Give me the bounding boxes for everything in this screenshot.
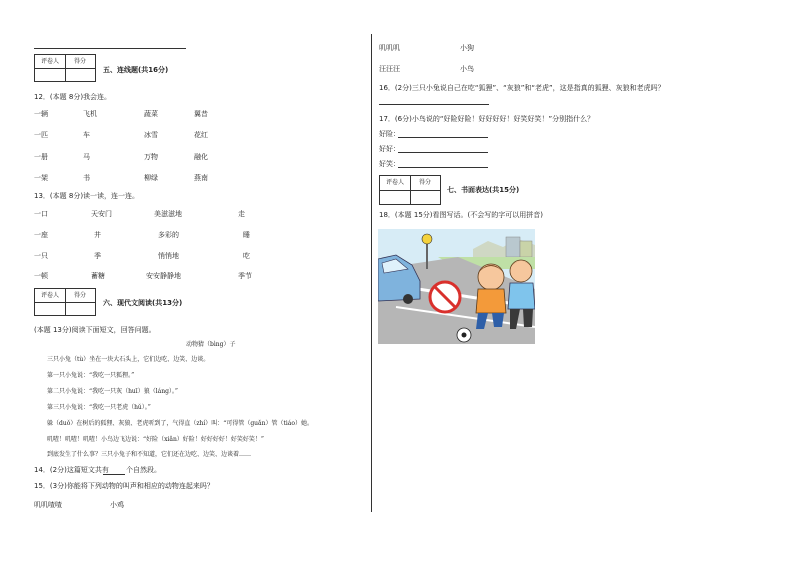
q18-prompt: 18．(本题 15分)看图写话。(不会写的字可以用拼音) <box>379 211 543 219</box>
q13-cell: 蓄糖 <box>91 272 105 280</box>
q17-item-label: 好好： <box>379 145 400 153</box>
q12-cell: 一册 <box>34 153 48 161</box>
q13-cell: 美滋滋地 <box>154 210 182 218</box>
q12-cell: 翼昔 <box>194 110 208 118</box>
column-divider <box>371 34 372 512</box>
grader-label: 评卷人 <box>385 179 404 186</box>
passage-line: 第三只小兔说：“我吃一只老虎（hǔ）。” <box>47 404 151 411</box>
q14-suffix: 个自然段。 <box>126 466 161 474</box>
q12-cell: 万物 <box>144 153 158 161</box>
q13-cell: 一只 <box>34 252 48 260</box>
score-box-section-5 <box>34 54 96 82</box>
q15-animal: 小狗 <box>460 44 474 52</box>
q12-cell: 书 <box>83 174 90 182</box>
section-5-title: 五、连线题(共16分) <box>103 66 169 74</box>
q15-animal: 小鸟 <box>460 65 474 73</box>
q17-answer-line[interactable] <box>398 137 488 138</box>
q12-cell: 燕南 <box>194 174 208 182</box>
writing-prompt-illustration <box>378 229 535 344</box>
q15-sound: 叽叽喳喳 <box>34 501 62 509</box>
q12-cell: 一架 <box>34 174 48 182</box>
q16-prompt: 16．(2分)三只小兔说自己在吃“狐狸”、“灰狼”和“老虎”，这是指真的狐狸、灰狼和老虎吗？ <box>379 84 665 92</box>
grader-label: 评卷人 <box>40 58 59 65</box>
score-label: 得分 <box>418 179 431 186</box>
q13-cell: 走 <box>238 210 245 218</box>
q13-cell: 天安门 <box>91 210 112 218</box>
q13-cell: 季节 <box>238 272 252 280</box>
grader-label: 评卷人 <box>40 292 59 299</box>
section-6-title: 六、现代文阅读(共13分) <box>103 299 183 307</box>
q13-cell: 一口 <box>34 210 48 218</box>
passage-title: 动物猜（bìng）子 <box>186 341 236 348</box>
reading-prompt: (本题 13分)阅读下面短文，回答问题。 <box>34 326 156 334</box>
passage-line: 第二只小兔说：“我吃一只灰（huī）狼（láng）。” <box>47 388 178 395</box>
top-rule <box>34 48 186 49</box>
q17-answer-line[interactable] <box>398 167 488 168</box>
q17-item-label: 好笑： <box>379 160 400 168</box>
score-label: 得分 <box>73 58 86 65</box>
q13-cell: 睡 <box>243 231 250 239</box>
q12-cell: 柳绿 <box>144 174 158 182</box>
q12-cell: 蔬菜 <box>144 110 158 118</box>
score-label: 得分 <box>73 292 86 299</box>
q15-sound: 汪汪汪 <box>379 65 400 73</box>
q12-cell: 一匹 <box>34 131 48 139</box>
q13-cell: 一座 <box>34 231 48 239</box>
passage-line: 到底发生了什么事？三只小兔子和不知道，它们还在边吃、边笑、边谈着…… <box>47 451 252 458</box>
q13-cell: 安安静静地 <box>146 272 181 280</box>
passage-line: 第一只小兔说：“我吃一只狐狸。” <box>47 372 135 379</box>
score-box-section-7 <box>379 175 441 205</box>
q12-cell: 马 <box>83 153 90 161</box>
q13-cell: 悄悄地 <box>158 252 179 260</box>
q12-cell: 融化 <box>194 153 208 161</box>
section-7-title: 七、书面表达(共15分) <box>447 186 520 194</box>
q13-cell: 井 <box>94 231 101 239</box>
q16-answer-line[interactable] <box>379 104 489 105</box>
q12-cell: 飞机 <box>83 110 97 118</box>
q15-animal: 小鸡 <box>110 501 124 509</box>
q17-prompt: 17．(6分)小鸟说的“好险好险！好好好好！好笑好笑！”分别指什么？ <box>379 115 595 123</box>
q14-answer-blank[interactable] <box>103 474 125 475</box>
q15-prompt: 15．(3分)你能将下列动物的叫声和相应的动物连起来吗？ <box>34 482 214 490</box>
q15-sound: 叽叽叽 <box>379 44 400 52</box>
q13-prompt: 13．(本题 8分)读一读，连一连。 <box>34 192 140 200</box>
score-box-section-6 <box>34 288 96 316</box>
q13-cell: 多彩的 <box>158 231 179 239</box>
q12-cell: 冰雪 <box>144 131 158 139</box>
q12-cell: 车 <box>83 131 90 139</box>
passage-line: 叽喳！叽喳！叽喳！小鸟边飞边说：“好险（xiǎn）好险！好好好好！好笑好笑！” <box>47 436 264 443</box>
q12-cell: 一辆 <box>34 110 48 118</box>
passage-line: 三只小兔（tù）坐在一块大石头上，它们边吃、边笑、边谈。 <box>47 356 210 363</box>
passage-line: 躲（duǒ）在树后的狐狸、灰狼、老虎听到了，气得直（zhí）叫：“可得管（guǎn）管（tiáo）她。 <box>47 420 313 427</box>
q14-prompt: 14．(2分)这篇短文共有 <box>34 466 109 474</box>
q12-prompt: 12．(本题 8分)我会连。 <box>34 93 112 101</box>
q12-cell: 花红 <box>194 131 208 139</box>
q13-cell: 季 <box>94 252 101 260</box>
q13-cell: 一顿 <box>34 272 48 280</box>
q13-cell: 吃 <box>243 252 250 260</box>
q17-answer-line[interactable] <box>398 152 488 153</box>
q17-item-label: 好险： <box>379 130 400 138</box>
